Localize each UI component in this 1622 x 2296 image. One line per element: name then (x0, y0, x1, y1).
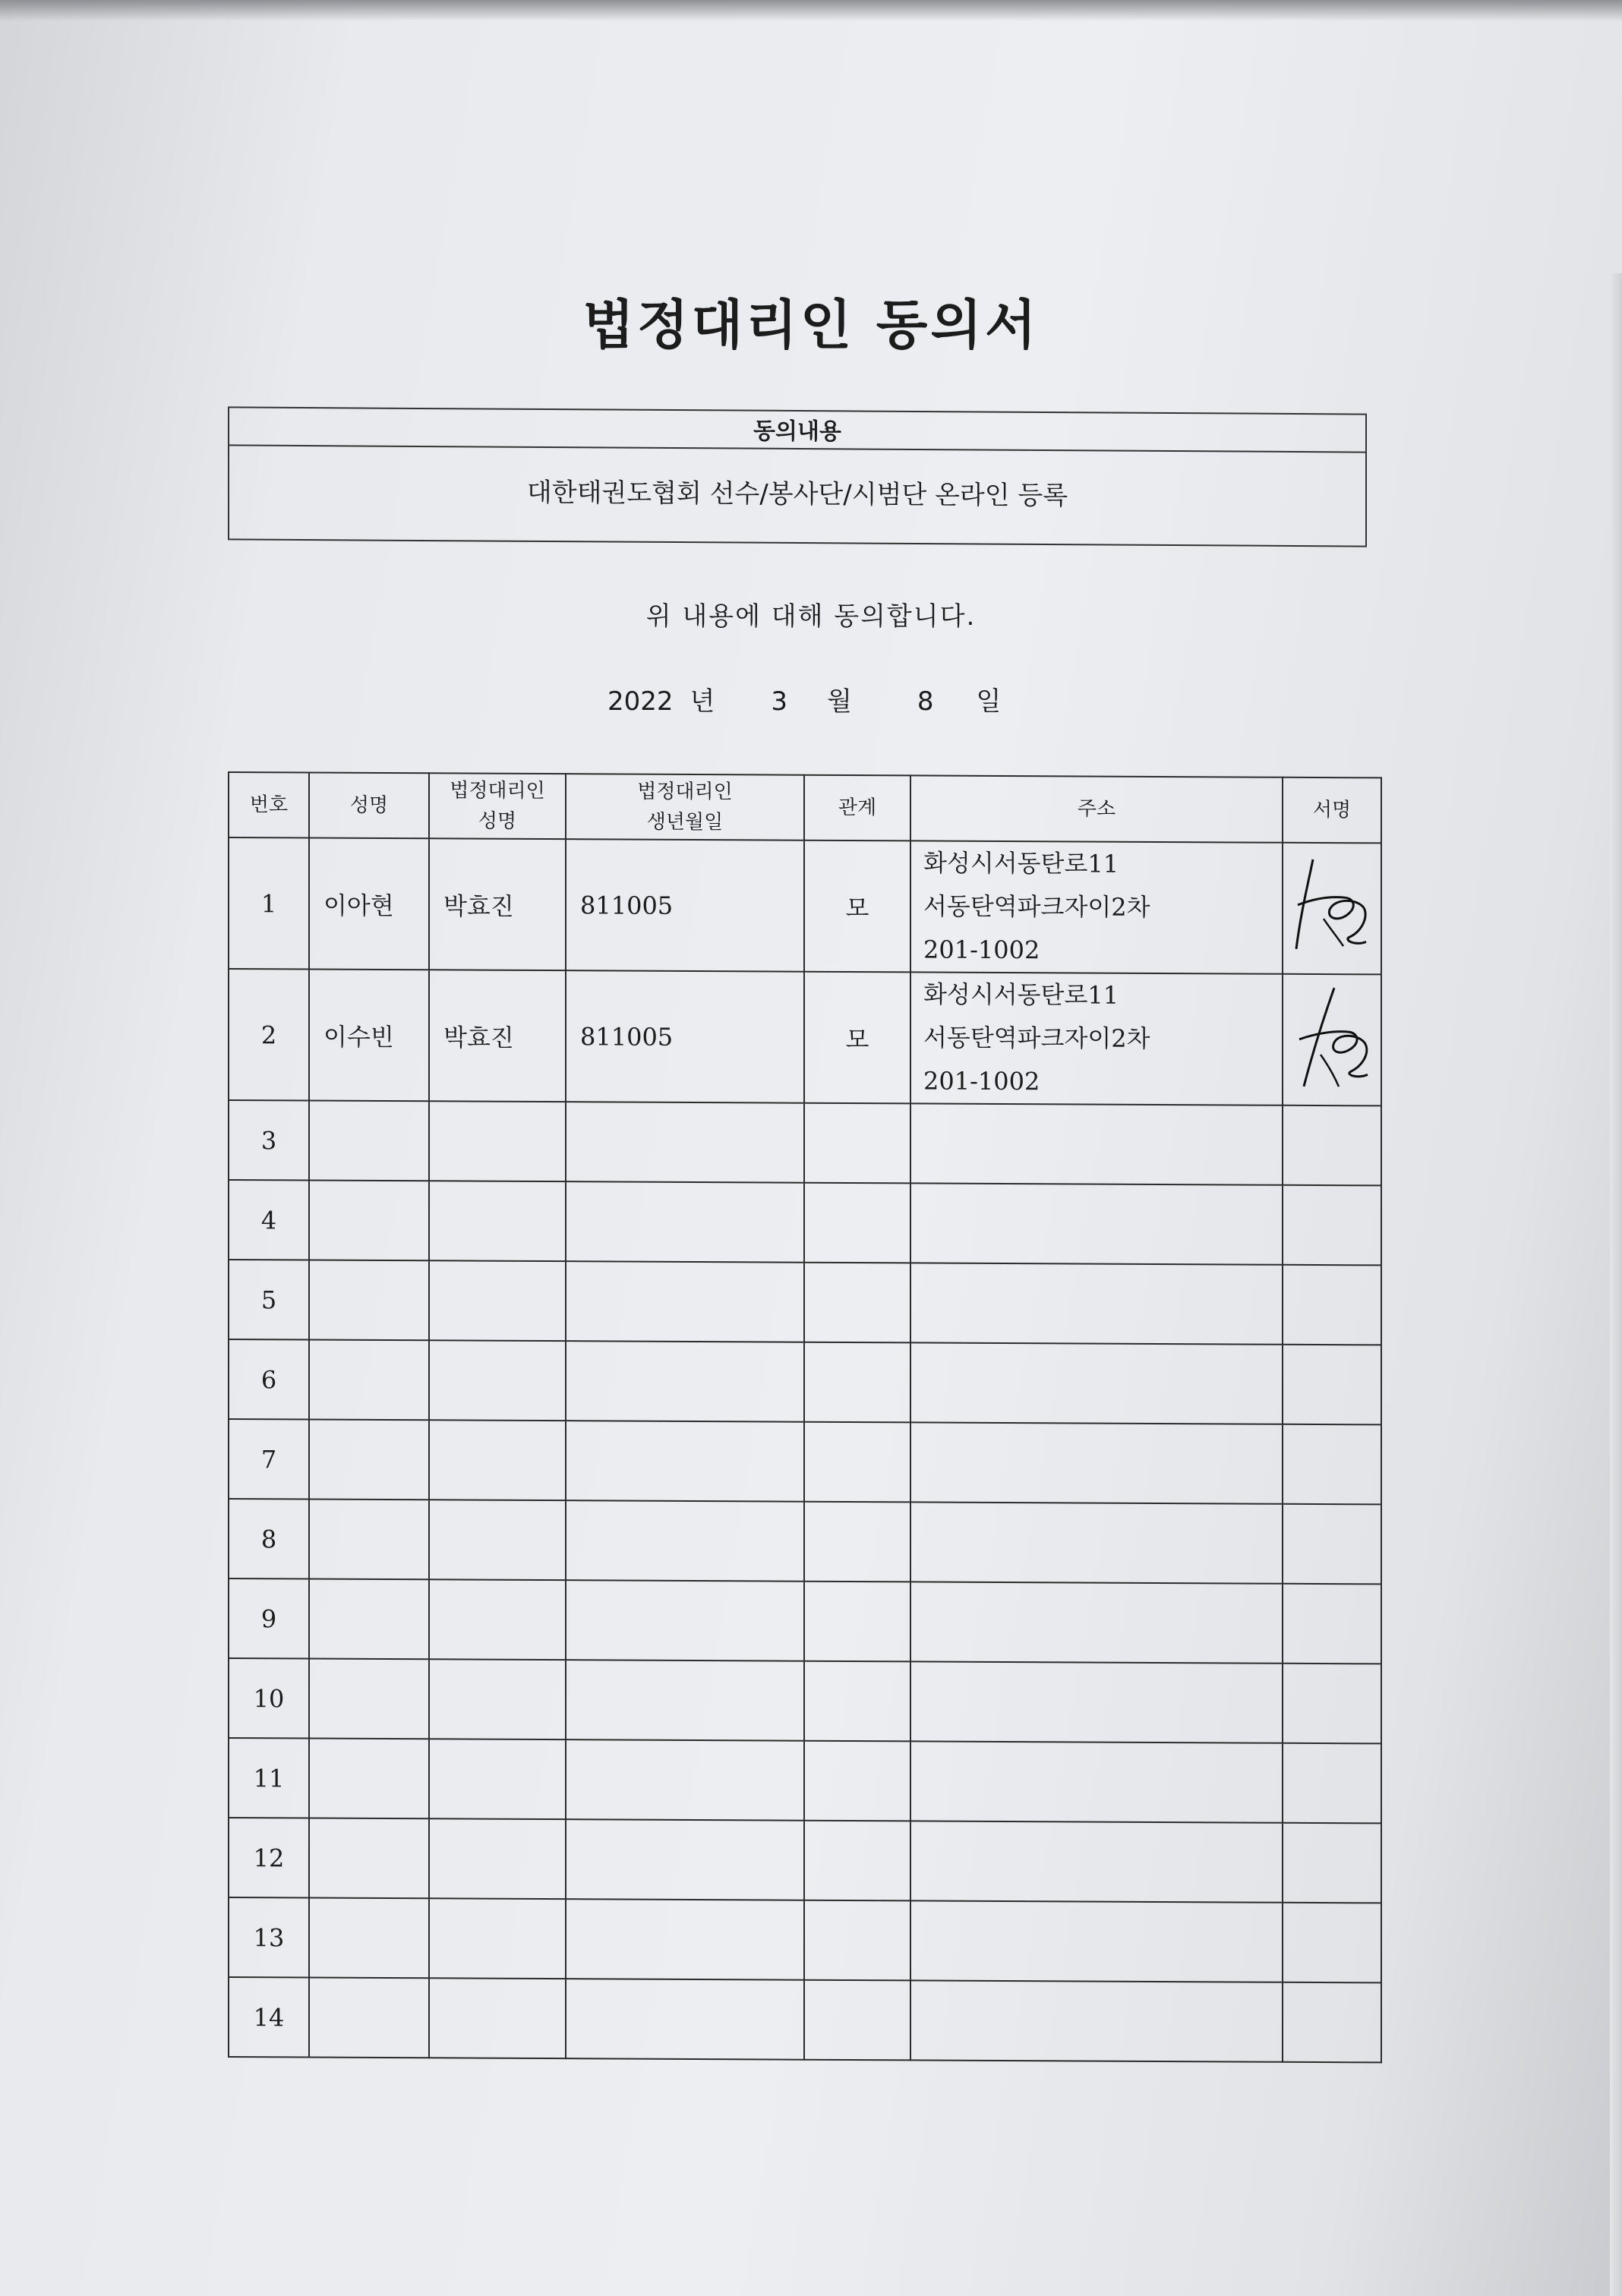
row-address-line3: 201-1002 (923, 935, 1040, 965)
registrant-table-wrapper (228, 771, 1381, 2063)
header-guardian-name-line1: 법정대리인 (450, 779, 545, 803)
date-year: 2022 (607, 686, 674, 717)
header-guardian-birth (566, 774, 804, 840)
header-guardian-name-line2: 성명 (478, 809, 517, 833)
row-address (910, 840, 1283, 973)
header-name: 성명 (309, 773, 429, 839)
table-row (229, 1738, 1381, 1823)
header-address: 주소 (910, 775, 1283, 842)
row-name: 이수빈 (309, 970, 429, 1102)
row-address-line2: 서동탄역파크자이2차 (923, 1023, 1150, 1053)
date-day: 8 (917, 686, 934, 717)
agree-statement: 위 내용에 대해 동의합니다. (645, 601, 977, 632)
row-guardian-birth: 811005 (566, 839, 804, 972)
consent-box-content: 대한태권도협회 선수/봉사단/시범단 온라인 등록 (526, 477, 1068, 512)
date-day-unit: 일 (976, 686, 1002, 717)
table-header-row (229, 772, 1381, 843)
row-number: 2 (229, 969, 309, 1101)
date-line (607, 680, 1001, 718)
table-row (229, 969, 1381, 1105)
table-row (229, 1499, 1381, 1584)
date-month-unit: 월 (827, 686, 852, 717)
table-row (229, 1419, 1381, 1504)
row-address (910, 972, 1283, 1105)
row-number: 3 (229, 1100, 309, 1181)
table-row (229, 1260, 1381, 1345)
header-relation: 관계 (804, 775, 910, 841)
row-number: 6 (229, 1339, 309, 1420)
row-number: 11 (229, 1738, 309, 1818)
row-signature-cell (1283, 843, 1381, 975)
table-row (229, 1100, 1381, 1185)
header-signature: 서명 (1283, 777, 1381, 844)
row-relation: 모 (804, 972, 910, 1104)
header-guardian-name (429, 773, 566, 839)
table-row (229, 837, 1381, 974)
handwritten-signature (1290, 851, 1374, 966)
consent-box-header: 동의내용 (229, 408, 1365, 453)
row-guardian-birth: 811005 (566, 970, 804, 1103)
row-number: 9 (229, 1578, 309, 1659)
row-name: 이아현 (309, 838, 429, 970)
row-relation: 모 (804, 840, 910, 973)
handwritten-signature (1290, 982, 1374, 1097)
registrant-table (228, 771, 1382, 2063)
table-row (229, 1180, 1381, 1265)
date-month: 3 (771, 686, 788, 717)
row-address-line1: 화성시서동탄로11 (923, 979, 1119, 1010)
row-address-line3: 201-1002 (923, 1066, 1040, 1096)
header-no: 번호 (229, 772, 309, 838)
row-signature-cell (1283, 974, 1381, 1106)
date-year-unit: 년 (690, 686, 715, 717)
row-number: 5 (229, 1260, 309, 1340)
row-number: 14 (229, 1977, 309, 2058)
row-number: 13 (229, 1897, 309, 1978)
row-address-line1: 화성시서동탄로11 (923, 848, 1119, 878)
row-number: 4 (229, 1180, 309, 1260)
row-number: 1 (229, 837, 309, 970)
table-row (229, 1977, 1381, 2062)
row-number: 10 (229, 1658, 309, 1739)
header-guardian-birth-line1: 법정대리인 (637, 780, 733, 803)
document-title: 법정대리인 동의서 (582, 294, 1040, 356)
row-number: 12 (229, 1818, 309, 1898)
row-number: 8 (229, 1499, 309, 1579)
table-row (229, 1818, 1381, 1903)
table-row (229, 1897, 1381, 1982)
row-address-line2: 서동탄역파크자이2차 (923, 891, 1150, 922)
table-row (229, 1339, 1381, 1424)
header-guardian-birth-line2: 생년월일 (646, 810, 724, 834)
row-guardian-name: 박효진 (429, 970, 566, 1102)
table-row (229, 1578, 1381, 1664)
row-guardian-name: 박효진 (429, 838, 566, 970)
row-number: 7 (229, 1419, 309, 1500)
consent-content-box (228, 406, 1367, 547)
table-row (229, 1658, 1381, 1743)
